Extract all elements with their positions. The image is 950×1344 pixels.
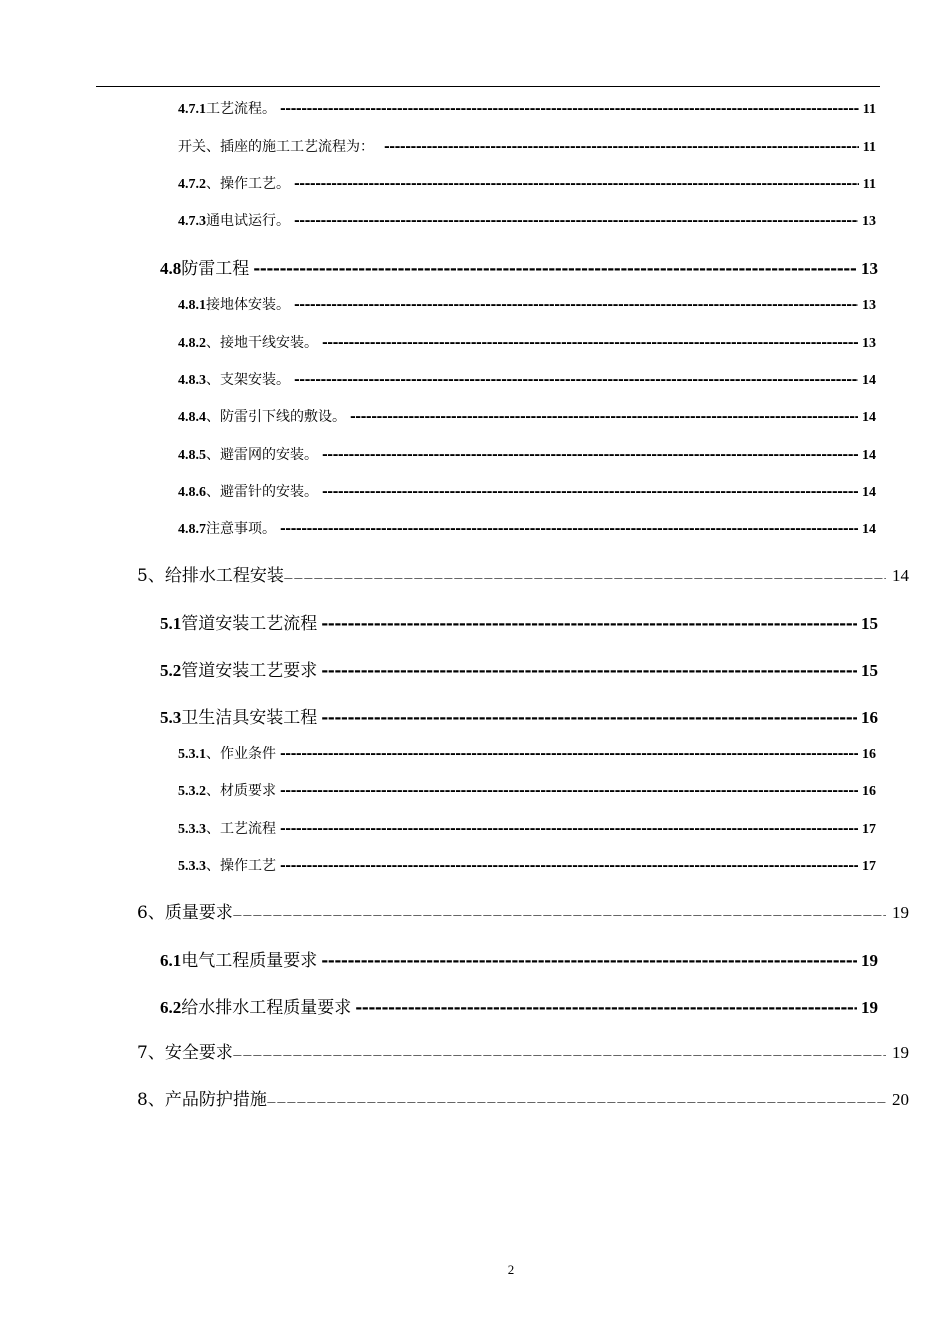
toc-entry-page: 11 (862, 177, 876, 192)
toc-entry-number: 5.3 (160, 708, 182, 727)
toc-entry-page: 14 (892, 566, 909, 585)
toc-leader (294, 372, 858, 388)
toc-entry-page: 14 (862, 448, 876, 463)
toc-leader (280, 821, 858, 837)
toc-entry[interactable] (178, 444, 876, 464)
toc-entry[interactable] (178, 518, 876, 538)
toc-entry[interactable] (178, 780, 876, 800)
toc-entry[interactable] (137, 898, 909, 923)
toc-entry-number: 4.8.4 (178, 410, 206, 425)
toc-entry-title: 卫生洁具安装工程 (181, 708, 318, 728)
toc-entry-title: 管道安装工艺要求 (181, 661, 318, 681)
toc-leader (253, 259, 857, 279)
toc-entry-title: 电气工程质量要求 (181, 951, 318, 971)
toc-entry-title: 开关、插座的施工工艺流程为： (178, 139, 374, 155)
toc-entry-page: 14 (862, 410, 876, 425)
toc-entry-page: 14 (862, 522, 876, 537)
toc-leader (267, 1090, 886, 1110)
toc-entry[interactable] (137, 1085, 909, 1110)
toc-entry-number: 5.3.2 (178, 784, 206, 799)
toc-entry[interactable] (178, 818, 876, 838)
toc-leader (322, 335, 858, 351)
toc-entry[interactable] (178, 98, 876, 118)
toc-leader (280, 746, 858, 762)
toc-entry-page: 13 (861, 259, 878, 278)
toc-entry-title: 、作业条件 (206, 746, 276, 762)
toc-leader (280, 101, 859, 117)
toc-entry-page: 15 (861, 661, 878, 680)
toc-entry-title: 防雷工程 (181, 259, 250, 279)
toc-leader (355, 998, 857, 1018)
toc-entry-title: 、避雷针的安装。 (206, 484, 318, 500)
toc-leader (233, 1043, 886, 1063)
toc-entry[interactable] (178, 332, 876, 352)
toc-entry[interactable] (137, 1038, 909, 1063)
toc-entry-number: 6.1 (160, 951, 182, 970)
toc-entry-title: 接地体安装。 (206, 297, 290, 313)
toc-leader (294, 176, 859, 192)
toc-entry-title: 7、安全要求 (137, 1043, 233, 1063)
toc-entry-title: 通电试运行。 (206, 213, 290, 229)
toc-entry-title: 、材质要求 (206, 783, 276, 799)
toc-entry[interactable] (137, 561, 909, 586)
toc-entry-page: 19 (861, 951, 878, 970)
toc-leader (294, 297, 858, 313)
toc-entry[interactable] (178, 855, 876, 875)
toc-entry[interactable] (160, 609, 878, 634)
toc-entry-page: 16 (862, 784, 876, 799)
toc-entry-page: 11 (862, 102, 876, 117)
toc-entry-page: 15 (861, 614, 878, 633)
toc-entry-number: 4.7.1 (178, 102, 206, 117)
toc-leader (321, 661, 857, 681)
toc-entry-page: 20 (892, 1090, 909, 1109)
toc-entry[interactable] (160, 254, 878, 279)
toc-leader (322, 447, 858, 463)
toc-entry-title: 、接地干线安装。 (206, 335, 318, 351)
toc-entry[interactable] (178, 210, 876, 230)
toc-entry-title: 工艺流程。 (206, 101, 276, 117)
toc-leader (233, 903, 886, 923)
toc-entry-title: 6、质量要求 (137, 903, 233, 923)
toc-leader (280, 521, 858, 537)
toc-entry-title: 、支架安装。 (206, 372, 290, 388)
toc-entry-page: 14 (862, 373, 876, 388)
toc-entry-number: 5.2 (160, 661, 182, 680)
toc-entry-number: 4.8.2 (178, 336, 206, 351)
toc-entry-page: 16 (861, 708, 878, 727)
toc-entry-number: 4.8.5 (178, 448, 206, 463)
toc-entry-number: 4.8.3 (178, 373, 206, 388)
toc-leader (280, 858, 858, 874)
toc-entry-title: 、操作工艺 (206, 858, 276, 874)
toc-entry-number: 4.8.1 (178, 298, 206, 313)
toc-entry[interactable] (178, 369, 876, 389)
page-number: 2 (507, 1262, 515, 1277)
toc-entry-page: 14 (862, 485, 876, 500)
toc-entry[interactable] (160, 946, 878, 971)
toc-entry-title: 5、给排水工程安装 (137, 566, 284, 586)
toc-entry[interactable] (178, 743, 876, 763)
toc-leader (294, 213, 858, 229)
toc-entry[interactable] (160, 993, 878, 1018)
toc-leader (321, 614, 857, 634)
toc-entry-page: 19 (892, 903, 909, 922)
toc-entry[interactable] (178, 173, 876, 193)
toc-entry-title: 、避雷网的安装。 (206, 447, 318, 463)
toc-entry[interactable] (160, 656, 878, 681)
toc-entry-title: 注意事项。 (206, 521, 276, 537)
toc-entry-title: 给水排水工程质量要求 (181, 998, 352, 1018)
toc-entry-number: 5.1 (160, 614, 182, 633)
toc-entry[interactable] (178, 294, 876, 314)
toc-entry-page: 19 (861, 998, 878, 1017)
toc-leader (350, 409, 858, 425)
toc-entry[interactable] (178, 406, 876, 426)
toc-entry-page: 13 (862, 214, 876, 229)
toc-entry-number: 4.8.7 (178, 522, 206, 537)
toc-entry-page: 11 (862, 140, 876, 155)
toc-leader (321, 708, 857, 728)
toc-entry-number: 4.7.2 (178, 177, 206, 192)
toc-leader (280, 783, 858, 799)
toc-leader (284, 566, 886, 586)
toc-entry-page: 19 (892, 1043, 909, 1062)
toc-entry-number: 5.3.3 (178, 859, 206, 874)
toc-entry[interactable] (178, 481, 876, 501)
toc-entry-page: 16 (862, 747, 876, 762)
toc-entry-number: 6.2 (160, 998, 182, 1017)
toc-entry-number: 4.7.3 (178, 214, 206, 229)
toc-entry-title: 8、产品防护措施 (137, 1090, 267, 1110)
toc-entry-title: 、操作工艺。 (206, 176, 290, 192)
toc-entry[interactable] (178, 136, 876, 156)
toc-leader (321, 951, 857, 971)
toc-entry-number: 4.8.6 (178, 485, 206, 500)
toc-entry-title: 、工艺流程 (206, 821, 276, 837)
toc-entry-page: 13 (862, 336, 876, 351)
toc-entry-page: 17 (862, 822, 876, 837)
toc-leader (384, 139, 859, 155)
toc-entry-number: 5.3.3 (178, 822, 206, 837)
toc-entry-number: 5.3.1 (178, 747, 206, 762)
toc-entry-title: 、防雷引下线的敷设。 (206, 409, 346, 425)
toc-entry-number: 4.8 (160, 259, 182, 278)
toc-entry-page: 13 (862, 298, 876, 313)
toc-entry-page: 17 (862, 859, 876, 874)
toc-entry[interactable] (160, 703, 878, 728)
toc-entry-title: 管道安装工艺流程 (181, 614, 318, 634)
toc-leader (322, 484, 858, 500)
